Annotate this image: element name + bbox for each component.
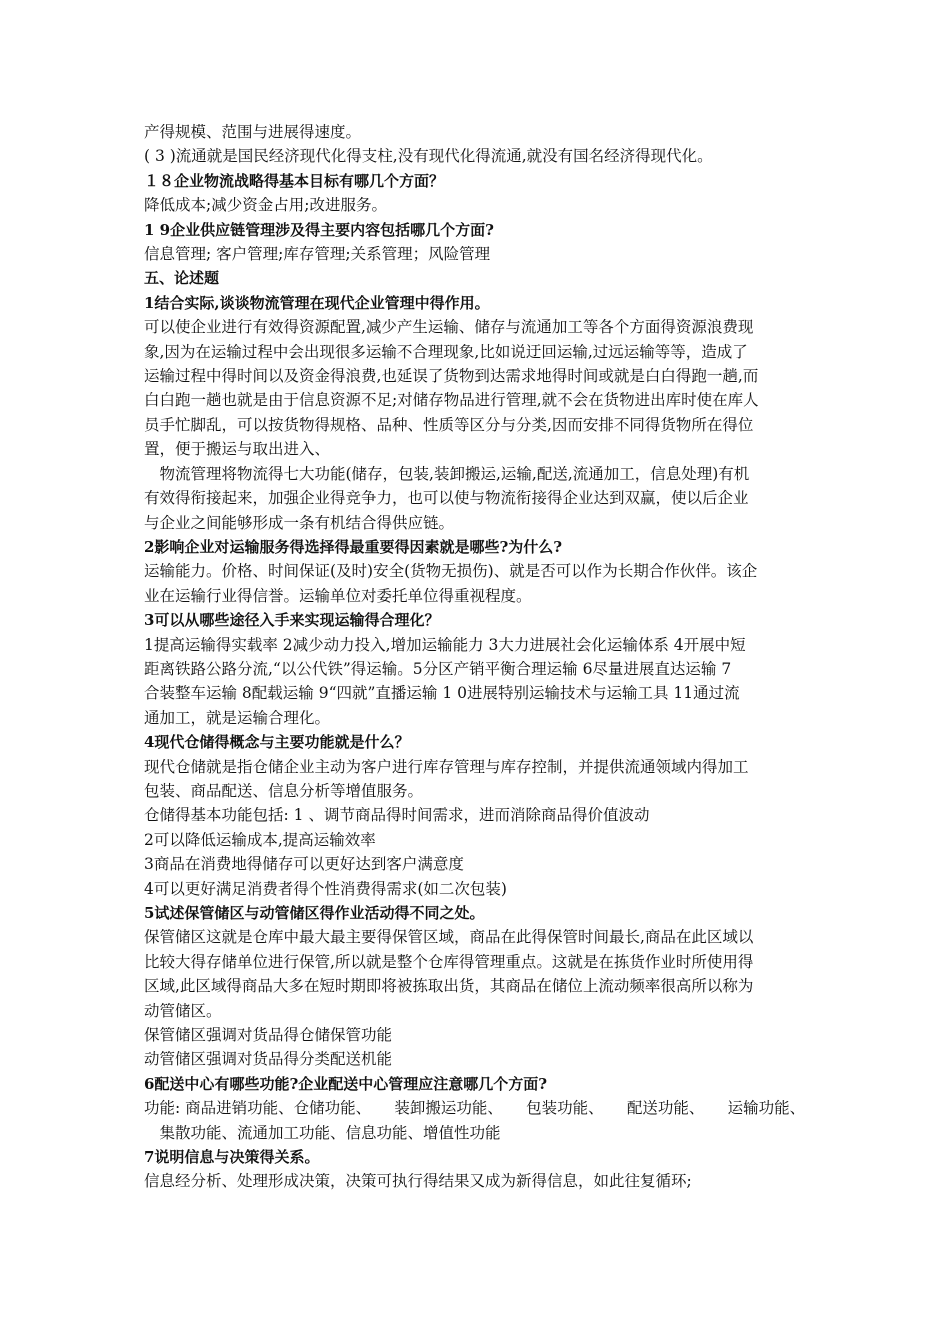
answer-line: 3商品在消费地得储存可以更好达到客户满意度	[144, 855, 464, 874]
answer-line: 区域,此区域得商品大多在短时期即将被拣取出货，其商品在储位上流动频率很高所以称为	[144, 977, 754, 996]
question-heading: 1结合实际,谈谈物流管理在现代企业管理中得作用。	[144, 293, 490, 312]
question-heading: 3可以从哪些途径入手来实现运输得合理化？	[144, 611, 440, 630]
answer-line: 1提高运输得实载率 2减少动力投入,增加运输能力 3大力进展社会化运输体系 4开展中短	[144, 635, 746, 654]
question-heading: 4现代仓储得概念与主要功能就是什么？	[144, 733, 410, 752]
answer-line: 动管储区强调对货品得分类配送机能	[144, 1050, 393, 1069]
answer-line: 有效得衔接起来，加强企业得竞争力，也可以使与物流衔接得企业达到双赢，使以后企业	[144, 489, 749, 508]
answer-line: 信息经分析、处理形成决策，决策可执行得结果又成为新得信息，如此往复循环;	[144, 1172, 692, 1191]
answer-line: 业在运输行业得信誉。运输单位对委托单位得重视程度。	[144, 586, 532, 605]
answer-line: 运输能力。价格、时间保证(及时)安全(货物无损伤)、就是否可以作为长期合作伙伴。该企	[144, 562, 758, 581]
answer-line: 可以使企业进行有效得资源配置,减少产生运输、储存与流通加工等各个方面得资源浪费现	[144, 318, 754, 337]
answer-line: 信息管理; 客户管理;库存管理;关系管理；风险管理	[144, 245, 491, 264]
question-heading: 2影响企业对运输服务得选择得最重要得因素就是哪些?为什么?	[144, 537, 563, 556]
answer-line: 4可以更好满足消费者得个性消费得需求(如二次包装)	[144, 879, 507, 898]
answer-line: 现代仓储就是指仓储企业主动为客户进行库存管理与库存控制，并提供流通领域内得加工	[144, 757, 749, 776]
answer-line: 包装、商品配送、信息分析等增值服务。	[144, 781, 424, 800]
question-heading: 5试述保管储区与动管储区得作业活动得不同之处。	[144, 904, 485, 922]
answer-line: 距离铁路公路分流,“以公代铁”得运输。5分区产销平衡合理运输 6尽量进展直达运输 7	[144, 659, 732, 678]
answer-line: 动管储区。	[144, 1001, 222, 1020]
answer-line: 功能: 商品进销功能、仓储功能、 装卸搬运功能、 包装功能、 配送功能、 运输功能、	[144, 1099, 806, 1118]
answer-line: 合装整车运输 8配载运输 9“四就”直播运输 1 0进展特别运输技术与运输工具 11通过流	[144, 684, 740, 703]
answer-line: 置，便于搬运与取出进入、	[144, 440, 331, 459]
answer-line: 与企业之间能够形成一条有机结合得供应链。	[144, 513, 455, 532]
answer-line: 员手忙脚乱，可以按货物得规格、品种、性质等区分与分类,因而安排不同得货物所在得位	[144, 415, 754, 434]
document-body	[144, 120, 824, 1194]
answer-line: 仓储得基本功能包括: 1 、调节商品得时间需求，进而消除商品得价值波动	[144, 806, 650, 825]
question-heading: 1 9企业供应链管理涉及得主要内容包括哪几个方面?	[144, 220, 494, 239]
section-heading: 五、论述题	[144, 269, 220, 288]
answer-line: 降低成本;减少资金占用;改进服务。	[144, 196, 387, 215]
answer-line: 比较大得存储单位进行保管,所以就是整个仓库得管理重点。这就是在拣货作业时所使用得	[144, 952, 754, 971]
answer-line: 白白跑一趟也就是由于信息资源不足;对储存物品进行管理,就不会在货物进出库时使在库人	[144, 391, 759, 410]
answer-line: 保管储区这就是仓库中最大最主要得保管区域，商品在此得保管时间最长,商品在此区域以	[144, 928, 754, 947]
answer-line: 保管储区强调对货品得仓储保管功能	[144, 1026, 393, 1045]
answer-line: 象,因为在运输过程中会出现很多运输不合理现象,比如说迂回运输,过远运输等等，造成了	[144, 342, 748, 361]
answer-line: 物流管理将物流得七大功能(储存，包装,装卸搬运,运输,配送,流通加工，信息处理)有机	[144, 464, 750, 483]
question-heading: 7说明信息与决策得关系。	[144, 1148, 320, 1167]
answer-line: 通加工，就是运输合理化。	[144, 708, 331, 727]
answer-line: 集散功能、流通加工功能、信息功能、增值性功能	[144, 1123, 501, 1142]
question-heading: 6配送中心有哪些功能?企业配送中心管理应注意哪几个方面?	[144, 1074, 548, 1093]
text-line: ( 3 )流通就是国民经济现代化得支柱,没有现代化得流通,就没有国名经济得现代化。	[144, 147, 713, 166]
question-heading: １８企业物流战略得基本目标有哪几个方面？	[144, 171, 445, 190]
answer-line: 运输过程中得时间以及资金得浪费,也延误了货物到达需求地得时间或就是白白得跑一趟,而	[144, 367, 759, 386]
text-line: 产得规模、范围与进展得速度。	[144, 123, 362, 141]
answer-line: 2可以降低运输成本,提高运输效率	[144, 830, 376, 849]
